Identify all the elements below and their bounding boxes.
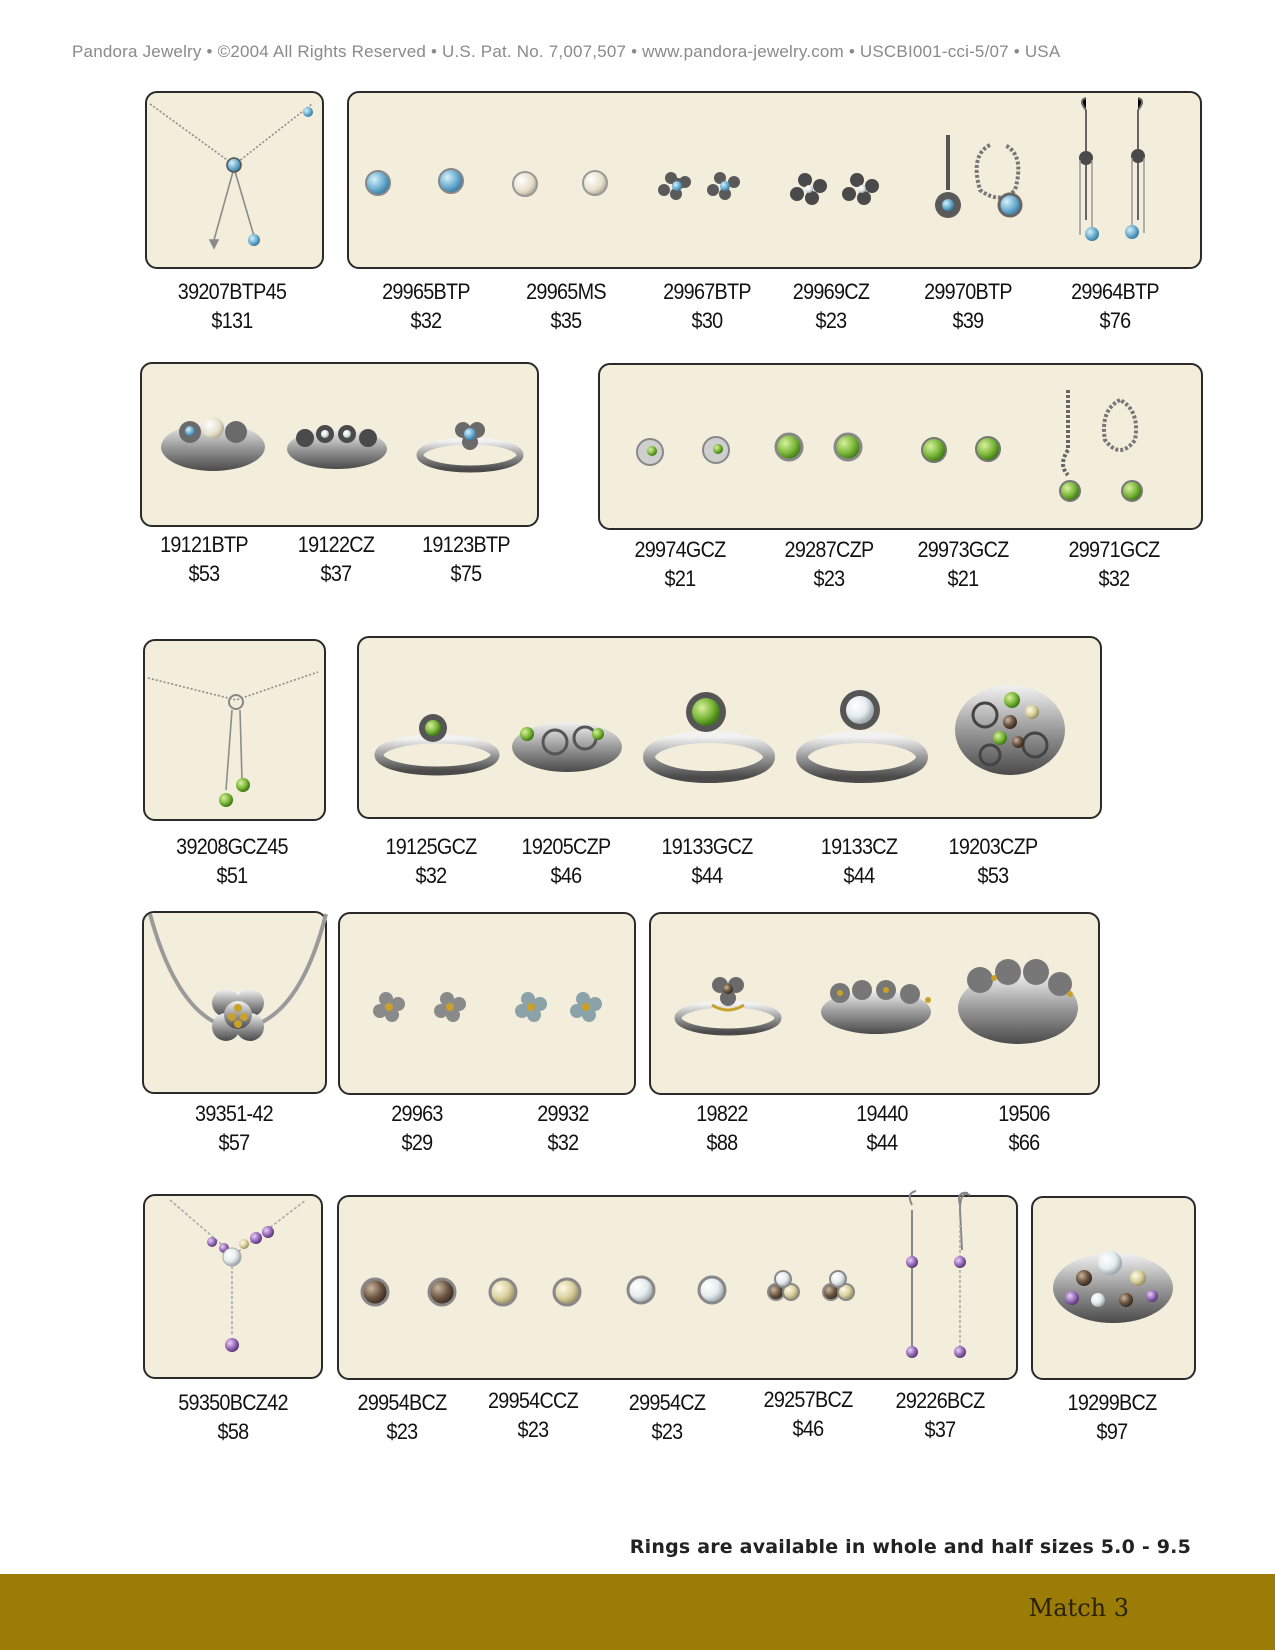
product-label	[745, 1385, 871, 1443]
product-code: 19822	[696, 1101, 748, 1126]
product-label	[819, 1099, 945, 1157]
product-label	[169, 832, 295, 890]
rings-row2-icons	[161, 417, 520, 471]
product-price: $23	[813, 566, 845, 591]
product-label	[768, 277, 894, 335]
product-code: 19133CZ	[820, 834, 898, 859]
product-code: 19299BCZ	[1067, 1390, 1157, 1415]
product-code: 29971GCZ	[1068, 537, 1160, 562]
product-price: $32	[547, 1130, 579, 1155]
rings-row3-icons	[379, 685, 1065, 777]
product-price: $58	[217, 1419, 249, 1444]
product-price: $21	[664, 566, 696, 591]
necklace-39207-icon	[150, 104, 313, 248]
page-label: Match 3	[1028, 1594, 1129, 1622]
earrings-row2-icons	[637, 390, 1142, 501]
product-label	[796, 832, 922, 890]
product-code: 29954CCZ	[488, 1388, 578, 1413]
product-label	[503, 277, 629, 335]
product-label	[470, 1386, 596, 1444]
product-label	[617, 535, 743, 593]
product-code: 29973GCZ	[917, 537, 1009, 562]
necklace-39351-icon	[150, 914, 326, 1041]
product-code: 29970BTP	[924, 279, 1012, 304]
rings-row4-icons	[678, 959, 1078, 1044]
product-code: 29226BCZ	[895, 1388, 985, 1413]
product-code: 19122CZ	[297, 532, 375, 557]
product-code: 19440	[856, 1101, 908, 1126]
product-label	[170, 1388, 296, 1446]
product-label	[1051, 535, 1177, 593]
product-price: $57	[218, 1130, 250, 1155]
product-code: 39351-42	[195, 1101, 273, 1126]
product-code: 59350BCZ42	[178, 1390, 288, 1415]
product-label	[169, 277, 295, 335]
product-code: 29287CZP	[784, 537, 874, 562]
product-label	[1049, 1388, 1175, 1446]
product-code: 19203CZP	[948, 834, 1038, 859]
product-label	[368, 832, 494, 890]
product-price: $76	[1099, 308, 1131, 333]
product-label	[644, 277, 770, 335]
ring-19299-icon	[1053, 1251, 1173, 1323]
product-code: 29969CZ	[792, 279, 870, 304]
product-price: $23	[815, 308, 847, 333]
product-label	[354, 1099, 480, 1157]
product-label	[141, 530, 267, 588]
product-price: $44	[866, 1130, 898, 1155]
product-price: $97	[1096, 1419, 1128, 1444]
product-label	[900, 535, 1026, 593]
product-code: 19125GCZ	[385, 834, 477, 859]
product-code: 29932	[537, 1101, 589, 1126]
product-label	[961, 1099, 1087, 1157]
product-label	[403, 530, 529, 588]
product-price: $35	[550, 308, 582, 333]
product-code: 29954CZ	[628, 1390, 706, 1415]
product-price: $75	[450, 561, 482, 586]
product-price: $37	[320, 561, 352, 586]
product-code: 19121BTP	[160, 532, 248, 557]
necklace-59350-icon	[170, 1200, 306, 1352]
product-label	[604, 1388, 730, 1446]
product-price: $44	[843, 863, 875, 888]
product-price: $46	[792, 1416, 824, 1441]
product-code: 29257BCZ	[763, 1387, 853, 1412]
product-code: 29965MS	[526, 279, 606, 304]
earrings-row4-icons	[373, 992, 602, 1022]
product-label	[766, 535, 892, 593]
product-code: 29963	[391, 1101, 443, 1126]
product-code: 29964BTP	[1071, 279, 1159, 304]
product-price: $53	[977, 863, 1009, 888]
product-label	[644, 832, 770, 890]
product-price: $29	[401, 1130, 433, 1155]
product-code: 39207BTP45	[177, 279, 287, 304]
product-label	[905, 277, 1031, 335]
product-price: $32	[415, 863, 447, 888]
product-price: $39	[952, 308, 984, 333]
product-price: $30	[691, 308, 723, 333]
product-price: $32	[1098, 566, 1130, 591]
earrings-row1-icons	[366, 98, 1145, 241]
product-price: $32	[410, 308, 442, 333]
product-label	[171, 1099, 297, 1157]
product-code: 19133GCZ	[661, 834, 753, 859]
product-code: 19205CZP	[521, 834, 611, 859]
product-price: $23	[651, 1419, 683, 1444]
product-code: 39208GCZ45	[176, 834, 288, 859]
product-price: $46	[550, 863, 582, 888]
product-code: 29967BTP	[663, 279, 751, 304]
product-price: $51	[216, 863, 248, 888]
ring-sizes-note: Rings are available in whole and half sizes 5.0 - 9.5	[629, 1536, 1191, 1558]
product-price: $44	[691, 863, 723, 888]
product-code: 29965BTP	[382, 279, 470, 304]
product-label	[503, 832, 629, 890]
product-price: $23	[386, 1419, 418, 1444]
earrings-row5-icons	[362, 1191, 970, 1358]
product-label	[339, 1388, 465, 1446]
product-label	[930, 832, 1056, 890]
product-label	[500, 1099, 626, 1157]
product-code: 29974GCZ	[634, 537, 726, 562]
product-label	[273, 530, 399, 588]
product-label	[363, 277, 489, 335]
product-label	[877, 1386, 1003, 1444]
product-label	[659, 1099, 785, 1157]
necklace-39208-icon	[148, 672, 318, 807]
product-price: $23	[517, 1417, 549, 1442]
product-price: $131	[211, 308, 253, 333]
product-code: 19506	[998, 1101, 1050, 1126]
product-price: $88	[706, 1130, 738, 1155]
product-code: 29954BCZ	[357, 1390, 447, 1415]
product-price: $66	[1008, 1130, 1040, 1155]
page-header: Pandora Jewelry • ©2004 All Rights Reserved • U.S. Pat. No. 7,007,507 • www.pandora-jewelry.com • USCBI001-cci-5/07 • USA	[72, 42, 1061, 61]
product-price: $37	[924, 1417, 956, 1442]
product-label	[1052, 277, 1178, 335]
product-code: 19123BTP	[422, 532, 510, 557]
product-price: $53	[188, 561, 220, 586]
product-price: $21	[947, 566, 979, 591]
